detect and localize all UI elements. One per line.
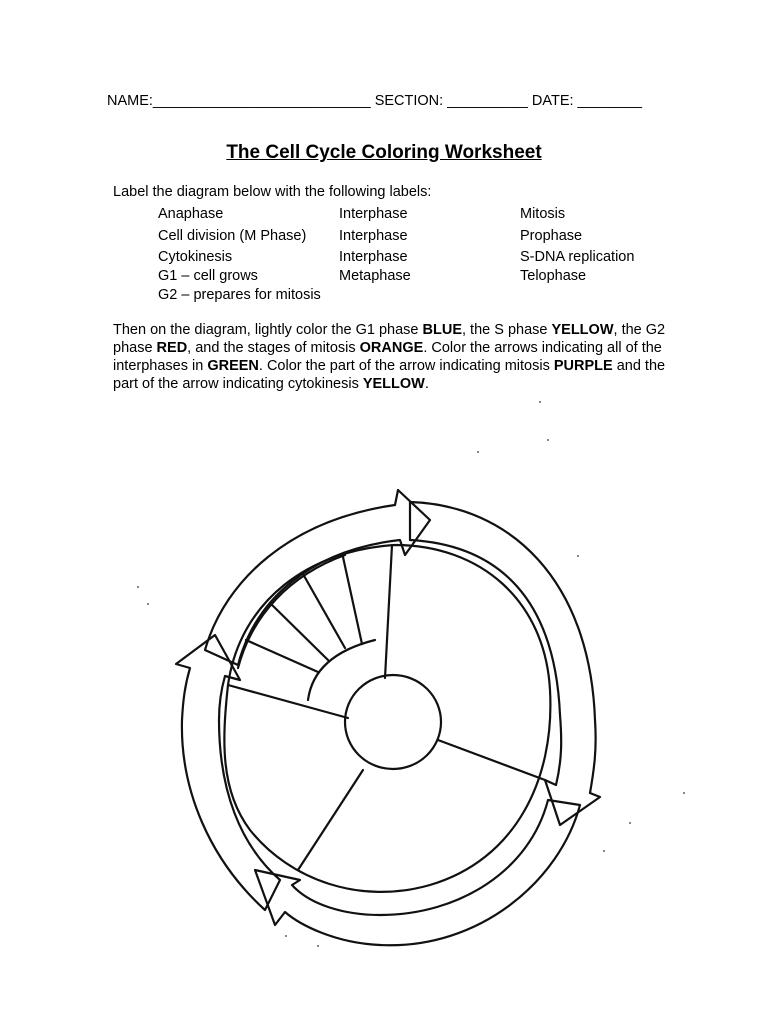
speckle-dot	[629, 822, 631, 824]
center-circle	[345, 675, 441, 769]
date-label: DATE:	[531, 93, 574, 109]
label-g2: G2 – prepares for mitosis	[158, 287, 321, 303]
intro-text: Label the diagram below with the following labels:	[113, 184, 432, 200]
inner-disc	[224, 545, 550, 892]
name-label: NAME:	[107, 93, 153, 109]
speckle-dot	[147, 603, 149, 605]
sector-divider-left	[228, 685, 348, 718]
label-telophase: Telophase	[520, 268, 587, 284]
label-anaphase: Anaphase	[158, 206, 224, 222]
speckle-dot	[317, 945, 319, 947]
label-interphase-2: Interphase	[339, 228, 408, 244]
coloring-instructions: Then on the diagram, lightly color the G1 phase BLUE, the S phase YELLOW, the G2 phase RED, and the stages of mitosis ORANGE. Color the arrows indicating all of the interphases in GREEN. Color the part of the arrow indicating mitosis PURPLE and the part of the arrow indicating cytokinesis YELLOW.	[113, 322, 666, 392]
mitosis-outer-arc	[238, 555, 345, 668]
name-blank[interactable]: ___________________________	[152, 93, 371, 109]
speckle-dot	[683, 792, 685, 794]
sector-divider-top	[385, 545, 392, 678]
mitosis-divider-1	[246, 640, 318, 672]
speckle-dot	[539, 401, 541, 403]
arrow-top[interactable]	[205, 490, 430, 665]
sector-divider-right	[438, 740, 545, 780]
label-cytokinesis: Cytokinesis	[158, 249, 233, 265]
mitosis-divider-3	[303, 574, 345, 648]
label-prophase: Prophase	[520, 228, 583, 244]
mitosis-divider-2	[270, 603, 328, 660]
speckle-dot	[577, 555, 579, 557]
label-s-dna: S-DNA replication	[520, 249, 635, 265]
label-cell-division: Cell division (M Phase)	[158, 228, 307, 244]
label-mitosis: Mitosis	[520, 206, 566, 222]
date-blank[interactable]: ________	[577, 93, 643, 109]
speckle-dot	[603, 850, 605, 852]
label-g1: G1 – cell grows	[158, 268, 258, 284]
worksheet-title: The Cell Cycle Coloring Worksheet	[226, 142, 542, 163]
label-metaphase: Metaphase	[339, 268, 411, 284]
speckle-dot	[477, 451, 479, 453]
label-interphase-1: Interphase	[339, 206, 408, 222]
speckle-dot	[137, 586, 139, 588]
arrow-left[interactable]	[176, 635, 280, 910]
label-interphase-3: Interphase	[339, 249, 408, 265]
section-blank[interactable]: __________	[447, 93, 528, 109]
speckle-dot	[547, 439, 549, 441]
mitosis-divider-4	[343, 557, 362, 644]
section-label: SECTION:	[374, 93, 444, 109]
sector-divider-bottom	[298, 770, 363, 870]
speckle-dot	[285, 935, 287, 937]
